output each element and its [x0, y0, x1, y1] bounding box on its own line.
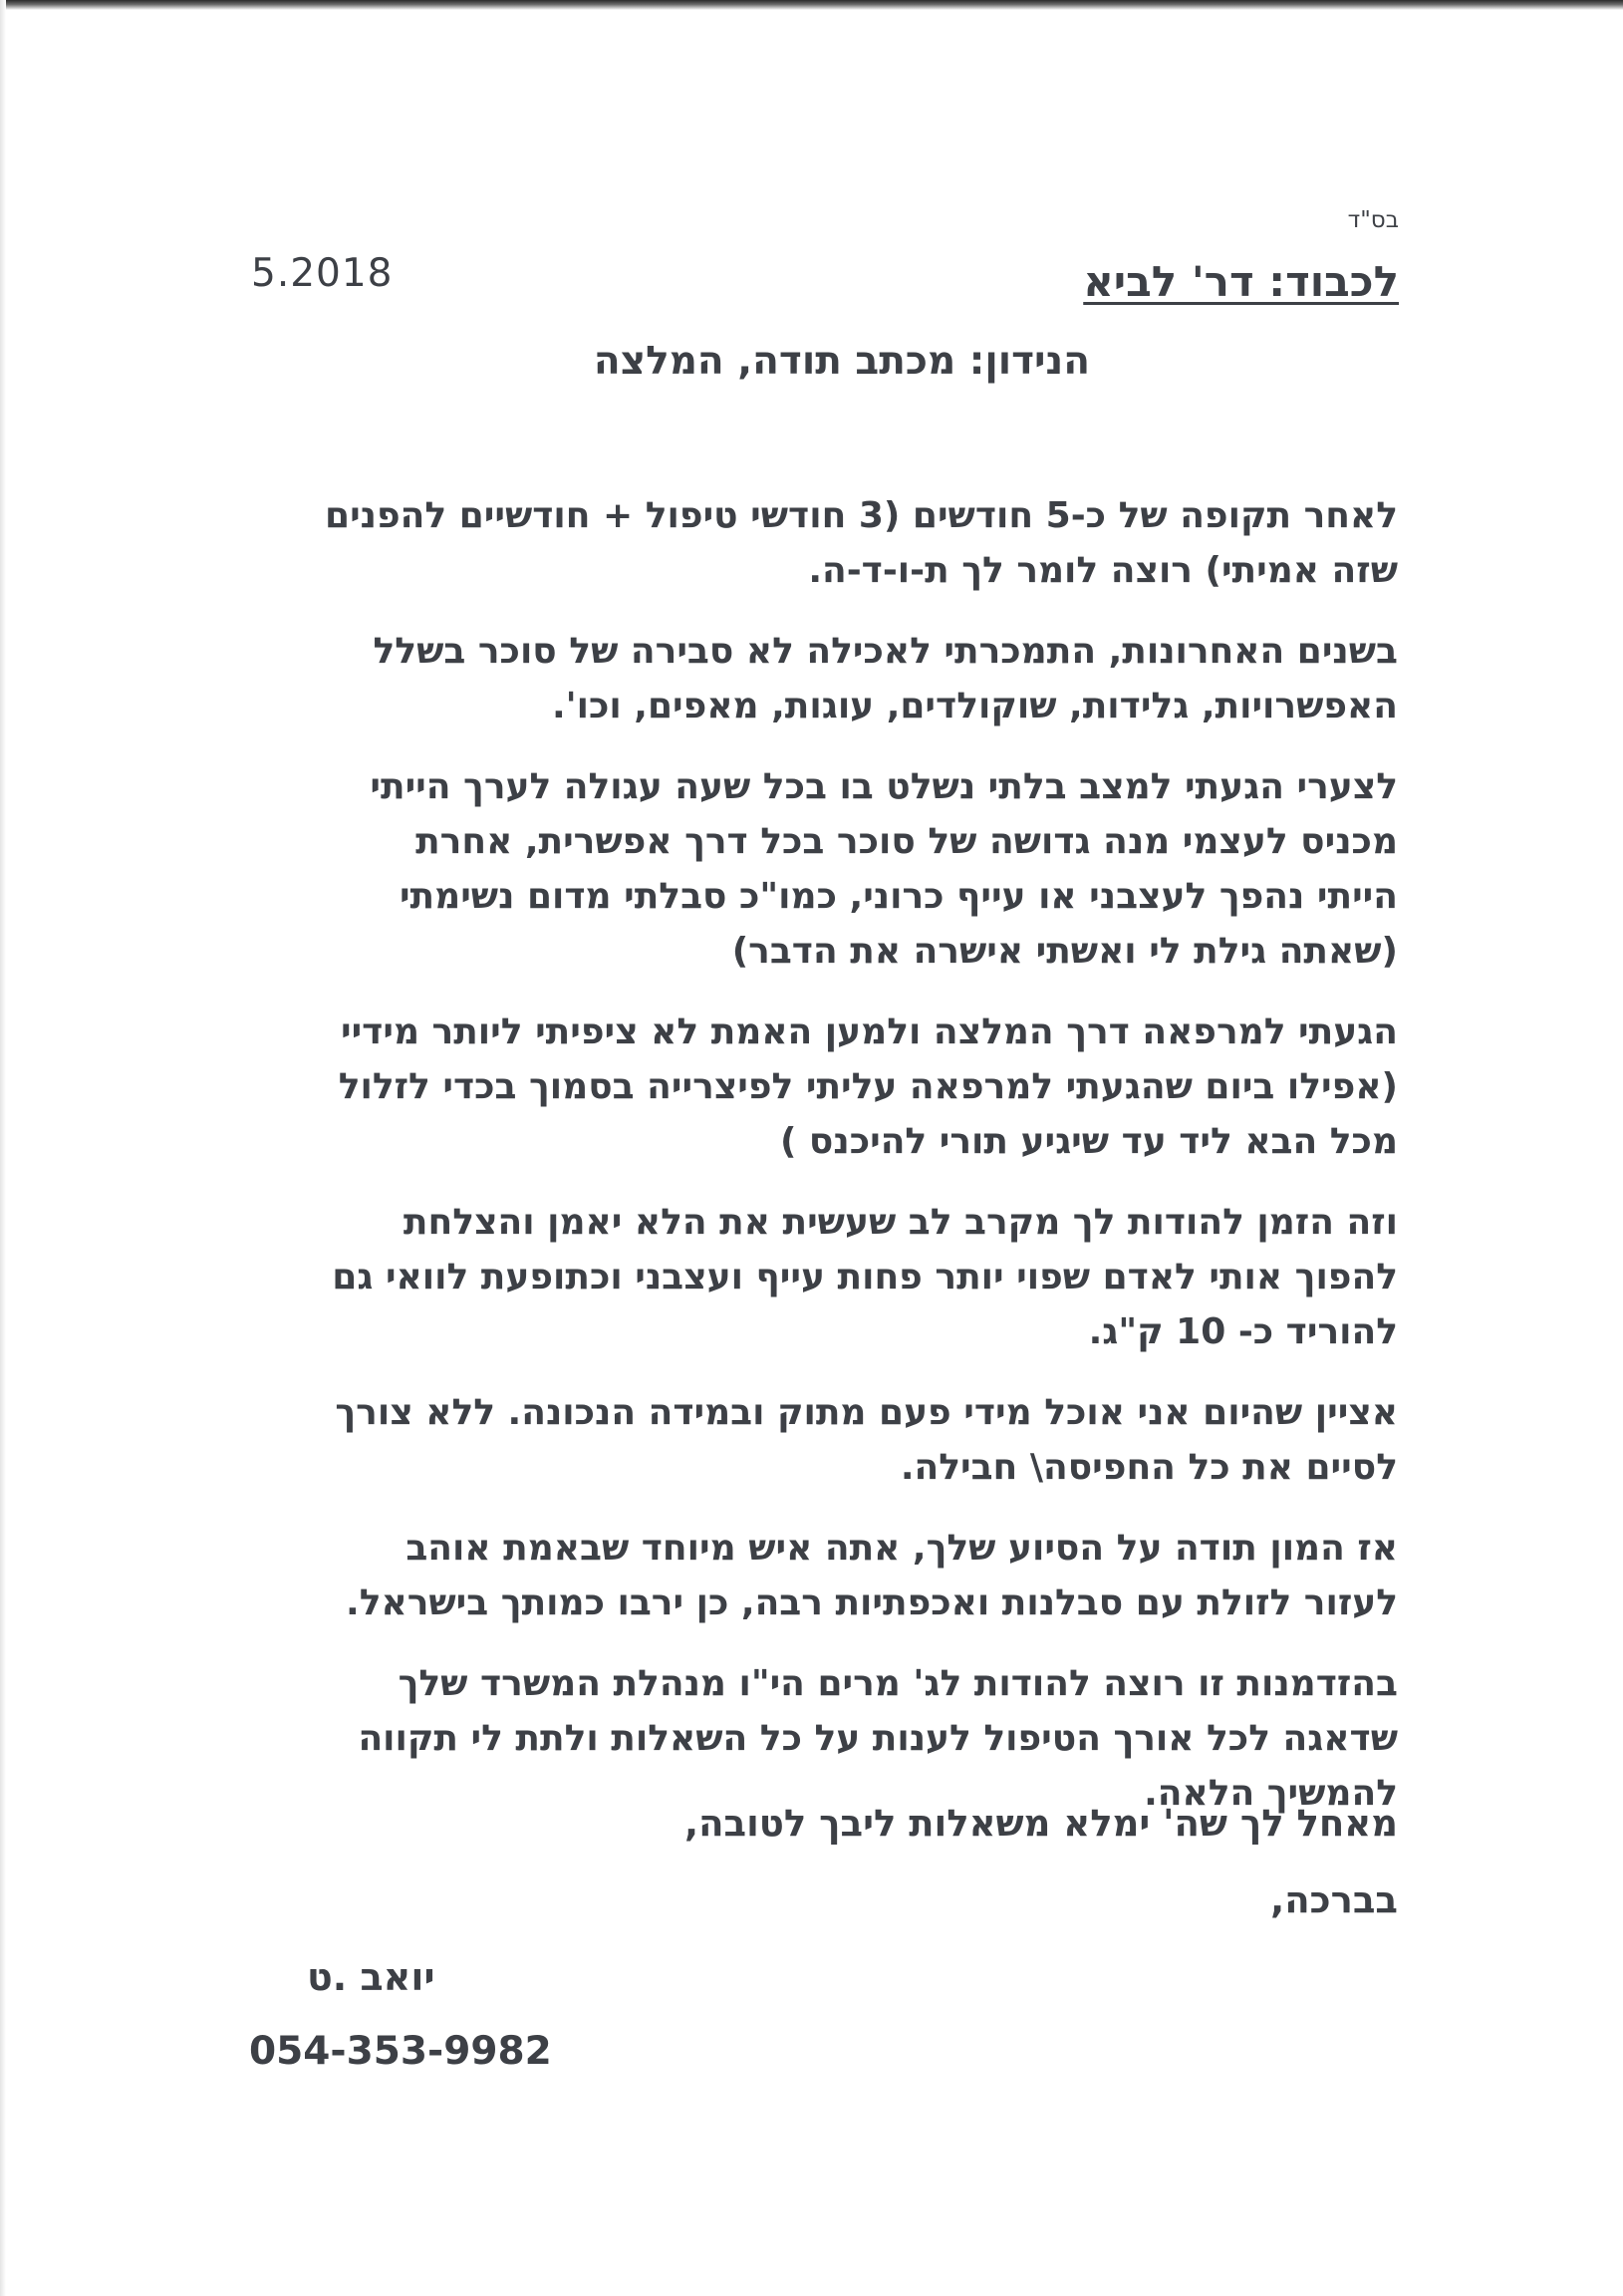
body-line: הגעתי למרפאה דרך המלצה ולמען האמת לא ציפיתי ליותר מידיי — [340, 1011, 1398, 1052]
body-line: מכל הבא ליד עד שיגיע תורי להיכנס ) — [779, 1121, 1398, 1162]
body-line: שזה אמיתי) רוצה לומר לך ת-ו-ד-ה. — [808, 550, 1398, 591]
closing-wish: מאחל לך שה' ימלא משאלות ליבך לטובה, — [684, 1802, 1398, 1845]
body-line: לעזור לזולת עם סבלנות ואכפתיות רבה, כן ירבו כמותך בישראל. — [346, 1582, 1398, 1623]
body-line: אציין שהיום אני אוכל מידי פעם מתוק ובמידה הנכונה. ללא צורך — [335, 1392, 1398, 1433]
subject-line: הנידון: מכתב תודה, המלצה — [593, 339, 1090, 384]
besd-heading: בס"ד — [1347, 207, 1399, 233]
letter-body — [252, 488, 1398, 1847]
scan-edge-top — [0, 0, 1623, 10]
signer-phone: 054-353-9982 — [249, 2029, 552, 2074]
body-line: אז המון תודה על הסיוע שלך, אתה איש מיוחד שבאמת אוהב — [406, 1528, 1398, 1569]
closing-blessing: בברכה, — [1270, 1878, 1398, 1921]
body-line: מכניס לעצמי מנה גדושה של סוכר בכל דרך אפשרית, אחרת — [415, 821, 1398, 862]
body-line: לאחר תקופה של כ-5 חודשים (3 חודשי טיפול + חודשיים להפנים — [325, 495, 1398, 536]
body-line: וזה הזמן להודות לך מקרב לב שעשית את הלא יאמן והצלחת — [403, 1202, 1398, 1243]
paragraph-8 — [252, 1656, 1398, 1821]
paragraph-4 — [252, 1004, 1398, 1169]
signer-name: יואב .ט — [307, 1955, 435, 1999]
body-line: להוריד כ- 10 ק"ג. — [1088, 1311, 1398, 1352]
body-line: בשנים האחרונות, התמכרתי לאכילה לא סבירה של סוכר בשלל — [373, 631, 1398, 672]
paragraph-7 — [252, 1521, 1398, 1630]
paragraph-5 — [252, 1195, 1398, 1359]
body-line: האפשרויות, גלידות, שוקולדים, עוגות, מאפים, וכו'. — [551, 686, 1398, 726]
body-line: לצערי הגעתי למצב בלתי נשלט בו בכל שעה עגולה לערך הייתי — [370, 766, 1398, 807]
body-line: לסיים את כל החפיסה\ חבילה. — [900, 1447, 1398, 1488]
paragraph-3 — [252, 759, 1398, 979]
body-line: (שאתה גילת לי ואשתי אישרה את הדבר) — [731, 931, 1398, 972]
paragraph-2 — [252, 624, 1398, 733]
body-line: להפוך אותי לאדם שפוי יותר פחות עייף ועצבני וכתופעת לוואי גם — [332, 1257, 1398, 1297]
paragraph-1 — [252, 488, 1398, 598]
letter-date: 5.2018 — [251, 251, 394, 296]
recipient-line: לכבוד: דר' לביא — [1083, 257, 1399, 306]
body-line: שדאגה לכל אורך הטיפול לענות על כל השאלות ולתת לי תקווה — [358, 1718, 1398, 1759]
body-line: (אפילו ביום שהגעתי למרפאה עליתי לפיצרייה בסמוך בכדי לזלול — [338, 1066, 1398, 1107]
scan-edge-left — [0, 0, 6, 2296]
body-line: להמשיך הלאה. — [1144, 1773, 1398, 1814]
paragraph-6 — [252, 1385, 1398, 1495]
body-line: בהזדמנות זו רוצה להודות לג' מרים הי"ו מנהלת המשרד שלך — [398, 1663, 1398, 1704]
body-line: הייתי נהפך לעצבני או עייף כרוני, כמו"כ סבלתי מדום נשימתי — [399, 876, 1398, 917]
